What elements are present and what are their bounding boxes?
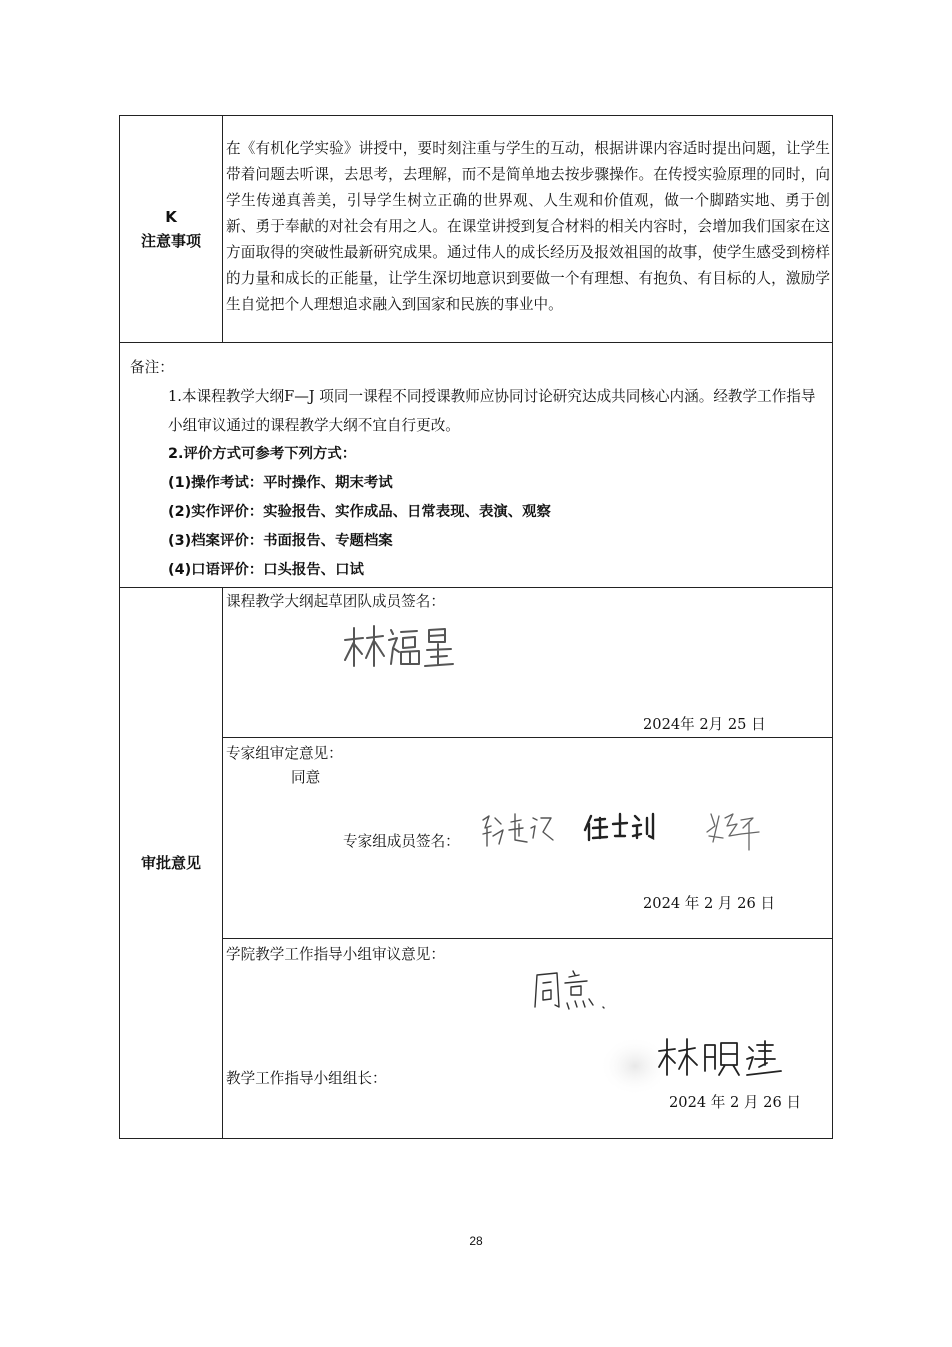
remarks-row: [120, 343, 833, 588]
college-title: 学院教学工作指导小组审议意见：: [226, 946, 445, 963]
remarks-item-1: [130, 382, 822, 440]
leader-label: 教学工作指导小组组长：: [226, 1070, 387, 1087]
drafting-signature-image: [341, 622, 461, 672]
notes-label: 注意事项: [140, 232, 201, 250]
notes-label-cell: [120, 116, 223, 343]
expert-title: 专家组审定意见：: [226, 745, 343, 762]
notes-content-cell: [223, 116, 833, 343]
remarks-title: 备注：: [130, 359, 174, 376]
approval-label-cell: [120, 588, 223, 1139]
syllabus-table: [119, 115, 833, 1139]
method-item: (3)档案评价：书面报告、专题档案: [168, 533, 393, 549]
expert-signatures-image: [479, 806, 779, 854]
method-item: (1)操作考试：平时操作、期末考试: [168, 475, 393, 491]
notes-row: [120, 116, 833, 343]
notes-label-letter: K: [165, 208, 177, 226]
notes-text: 在《有机化学实验》讲授中，要时刻注重与学生的互动，根据讲课内容适时提出问题，让学生带着问题去听课，去思考，去理解，而不是简单地去按步骤操作。在传授实验原理的同时，向学生传递真善美，引导学生树立正确的世界观、人生观和价值观，做一个脚踏实地、勇于创新、勇于奉献的对社会有用之人。在课堂讲授到复合材料的相关内容时，会增加我们国家在这方面取得的突破性最新研究成果。通过伟人的成长经历及报效祖国的故事，使学生感受到榜样的力量和成长的正能量，让学生深切地意识到要做一个有理想、有抱负、有目标的人，激励学生自觉把个人理想追求融入到国家和民族的事业中。: [226, 140, 830, 313]
expert-date: 2024 年 2 月 26 日: [643, 895, 775, 912]
approval-content-cell: [223, 588, 833, 1139]
remarks-item-2: 2.评价方式可参考下列方式：: [168, 446, 357, 462]
college-date: 2024 年 2 月 26 日: [669, 1094, 801, 1111]
leader-signature-image: [655, 1035, 785, 1083]
college-section: [223, 938, 832, 1138]
approval-row: [120, 588, 833, 1139]
expert-section: [223, 737, 832, 938]
drafting-date: 2024年 2月 25 日: [643, 716, 766, 733]
remarks-item-1-text: 1.本课程教学大纲F—J 项同一课程不同授课教师应协同讨论研究达成共同核心内涵。经教学工作指导小组审议通过的课程教学大纲不宜自行更改。: [168, 388, 816, 434]
expert-opinion: 同意: [291, 769, 321, 786]
approval-label: 审批意见: [140, 854, 201, 872]
college-opinion-handwriting-image: [529, 967, 619, 1015]
drafting-section: [223, 588, 832, 737]
remarks-cell: [120, 343, 833, 588]
method-item: (2)实作评价：实验报告、实作成品、日常表现、表演、观察: [168, 504, 551, 520]
method-item: (4)口语评价：口头报告、口试: [168, 562, 364, 578]
page-number: 28: [469, 1234, 483, 1248]
expert-members-label: 专家组成员签名：: [343, 833, 460, 850]
drafting-title: 课程教学大纲起草团队成员签名：: [226, 593, 445, 610]
